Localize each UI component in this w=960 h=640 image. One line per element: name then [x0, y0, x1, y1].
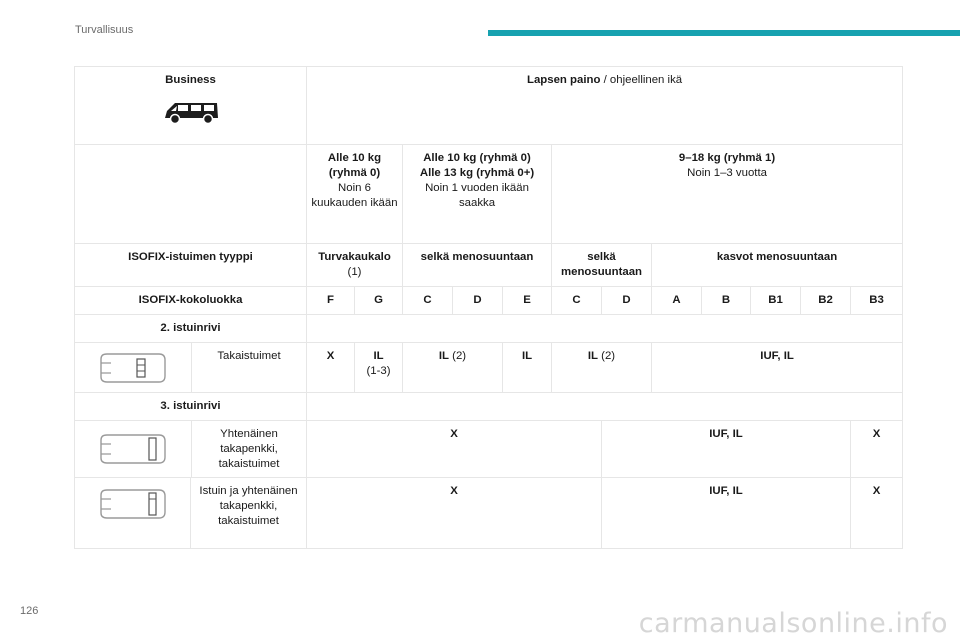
- row3a-car-cell: [75, 421, 192, 477]
- row3-data-b: [75, 478, 903, 549]
- row2-cd-value: IL: [438, 350, 450, 362]
- row2-data: [75, 343, 903, 393]
- vehicle-label: Business: [165, 74, 216, 86]
- row2-title: [75, 315, 903, 343]
- group-1-bold: 9–18 kg (ryhmä 1): [678, 152, 776, 164]
- class-cell: C: [552, 287, 602, 315]
- row3b-seat-cell: [75, 478, 307, 549]
- row2-rear-value: IL: [587, 350, 599, 362]
- row2-g-cell: [355, 343, 403, 393]
- row3b-seat-label: Istuin ja yhtenäinen takapenkki, takaistuimet: [199, 485, 298, 527]
- row2-cd-cell: [403, 343, 503, 393]
- row3b-rear-value: X: [307, 478, 602, 549]
- row2-forward-value: IUF, IL: [652, 343, 903, 393]
- class-row: [75, 287, 903, 315]
- header-row: [75, 67, 903, 145]
- row2-fg-value: X: [307, 343, 355, 393]
- row3a-forward-value: IUF, IL: [602, 421, 851, 478]
- class-cell: C: [403, 287, 453, 315]
- row3a-rear-value: X: [307, 421, 602, 478]
- class-cell: F: [307, 287, 355, 315]
- row2-il-note: (1-3): [366, 365, 391, 377]
- row3-data-a: [75, 421, 903, 478]
- class-cell: A: [652, 287, 702, 315]
- class-cell: G: [355, 287, 403, 315]
- group-0-age: Noin 6 kuukauden ikään: [311, 182, 398, 209]
- row3-title: [75, 393, 903, 421]
- group-0-cell: [307, 145, 403, 244]
- group-0-bold: Alle 10 kg (ryhmä 0): [327, 152, 382, 179]
- row2-car-cell: [75, 343, 192, 392]
- row2-label: 2. istuinrivi: [75, 315, 307, 343]
- carrycot-label: Turvakaukalo: [318, 251, 391, 263]
- type-row: [75, 244, 903, 287]
- group-0plus-bold-a: Alle 10 kg (ryhmä 0): [423, 152, 531, 164]
- header-accent-bar: [488, 30, 960, 36]
- class-cell: B3: [851, 287, 903, 315]
- group-0plus-bold-b: Alle 13 kg (ryhmä 0+): [419, 167, 535, 179]
- rear-facing-label-2: selkä menosuuntaan: [552, 244, 652, 287]
- vehicle-cell: [75, 67, 307, 145]
- group-1-age: Noin 1–3 vuotta: [687, 167, 767, 179]
- group-1-cell: [552, 145, 903, 244]
- row2-seat-label: Takaistuimet: [217, 350, 281, 362]
- class-row-label: ISOFIX-kokoluokka: [75, 287, 307, 315]
- row2-rear-note: (2): [598, 350, 616, 362]
- empty-cell: [307, 393, 903, 421]
- row2-e-value: IL: [503, 343, 552, 393]
- carrycot-note: (1): [347, 266, 362, 278]
- class-cell: D: [602, 287, 652, 315]
- row2-cd-note: (2): [449, 350, 467, 362]
- row3a-seat-label: Yhtenäinen takapenkki, takaistuimet: [218, 428, 280, 470]
- rear-facing-label-1: selkä menosuuntaan: [403, 244, 552, 287]
- minivan-icon: [161, 98, 221, 128]
- weight-groups-row: [75, 145, 903, 244]
- class-cell: E: [503, 287, 552, 315]
- class-cell: B1: [751, 287, 801, 315]
- row2-il-value: IL: [373, 350, 384, 362]
- group-0plus-age: Noin 1 vuoden ikään saakka: [425, 182, 529, 209]
- row3b-b3-value: X: [851, 478, 903, 549]
- row3a-seat-cell: [75, 421, 307, 478]
- class-cell: D: [453, 287, 503, 315]
- empty-cell: [75, 145, 307, 244]
- seat-row3-bench-diagram-icon: [97, 432, 169, 466]
- row2-seat-cell: [75, 343, 307, 393]
- page-number: 126: [20, 605, 39, 617]
- weight-header-normal: / ohjeellinen ikä: [600, 74, 683, 86]
- group-0plus-cell: [403, 145, 552, 244]
- row3-label: 3. istuinrivi: [75, 393, 307, 421]
- row3b-car-cell: [75, 478, 191, 548]
- class-cell: B2: [801, 287, 851, 315]
- weight-header: [307, 67, 903, 145]
- seat-row3-split-diagram-icon: [97, 487, 169, 521]
- row2-rear-cell: [552, 343, 652, 393]
- weight-header-bold: Lapsen paino: [527, 74, 601, 86]
- carrycot-cell: [307, 244, 403, 287]
- seat-row2-diagram-icon: [97, 351, 169, 385]
- row3b-forward-value: IUF, IL: [602, 478, 851, 549]
- class-cell: B: [702, 287, 751, 315]
- row3a-b3-value: X: [851, 421, 903, 478]
- watermark: carmanualsonline.info: [638, 608, 948, 639]
- forward-facing-label: kasvot menosuuntaan: [652, 244, 903, 287]
- section-title: Turvallisuus: [75, 24, 134, 36]
- empty-cell: [307, 315, 903, 343]
- type-row-label: ISOFIX-istuimen tyyppi: [75, 244, 307, 287]
- isofix-table: [74, 66, 903, 549]
